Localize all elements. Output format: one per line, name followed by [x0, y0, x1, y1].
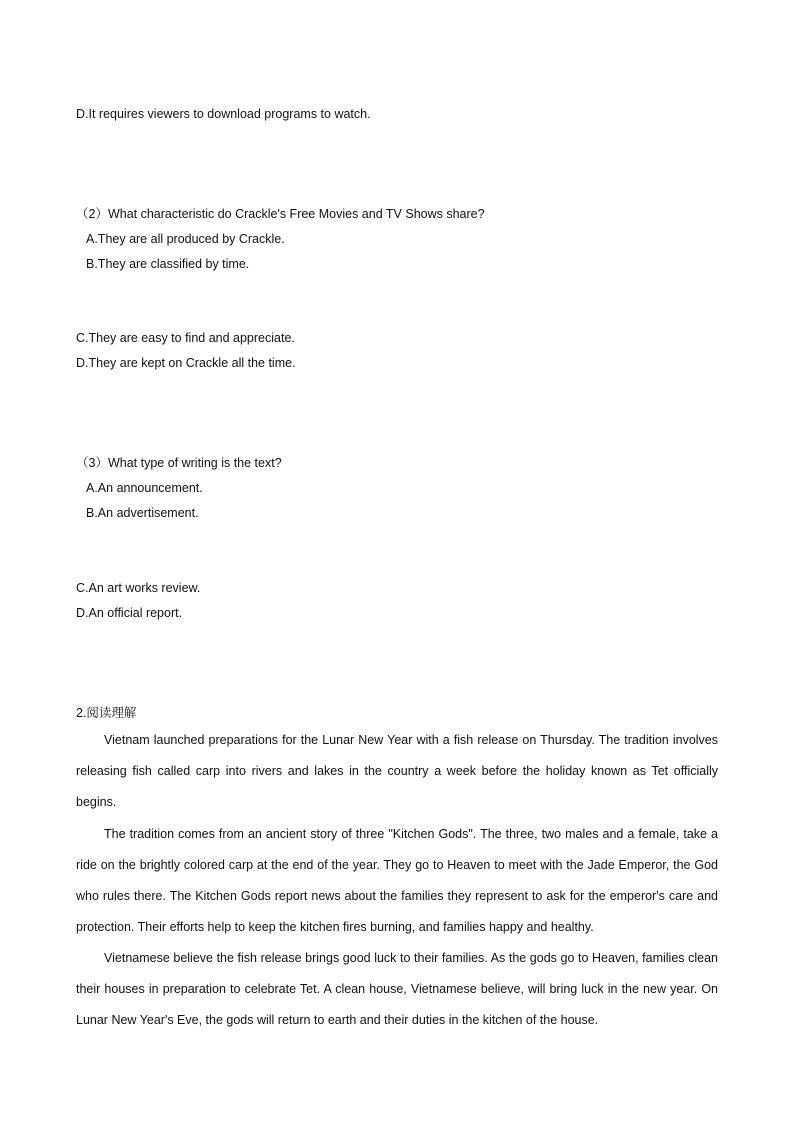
- passage-paragraph: Vietnamese believe the fish release brings good luck to their families. As the gods go to Heaven, families clean their houses in preparation to celebrate Tet. A clean house, Vietnamese believe, will bring luck in the new year. On Lunar New Year's Eve, the gods will return to earth and their duties in the kitchen of the house.: [76, 951, 718, 1027]
- question-2-option-c: C.They are easy to find and appreciate.: [76, 331, 295, 345]
- question-3-option-a: A.An announcement.: [86, 481, 203, 495]
- question-3-option-c: C.An art works review.: [76, 581, 201, 595]
- passage-paragraph: Vietnam launched preparations for the Lunar New Year with a fish release on Thursday. The tradition involves releasing fish called carp into rivers and lakes in the country a week before the holiday known as Tet officially begins.: [76, 733, 718, 809]
- question-1-option-d: D.It requires viewers to download programs to watch.: [76, 107, 371, 121]
- question-2-option-b: B.They are classified by time.: [86, 257, 250, 271]
- question-2-option-a: A.They are all produced by Crackle.: [86, 232, 285, 246]
- question-3-option-b: B.An advertisement.: [86, 506, 199, 520]
- question-2-stem: （2）What characteristic do Crackle's Free Movies and TV Shows share?: [76, 207, 485, 221]
- question-2-option-d: D.They are kept on Crackle all the time.: [76, 356, 296, 370]
- section-2-heading: 2.阅读理解: [76, 706, 137, 720]
- question-3-stem: （3）What type of writing is the text?: [76, 456, 282, 470]
- question-3-option-d: D.An official report.: [76, 606, 183, 620]
- passage-paragraph: The tradition comes from an ancient story of three "Kitchen Gods". The three, two males and a female, take a ride on the brightly colored carp at the end of the year. They go to Heaven to meet with the Jade Emperor, the God who rules there. The Kitchen Gods report news about the families they represent to ask for the emperor's care and protection. Their efforts help to keep the kitchen fires burning, and families happy and healthy.: [76, 827, 718, 934]
